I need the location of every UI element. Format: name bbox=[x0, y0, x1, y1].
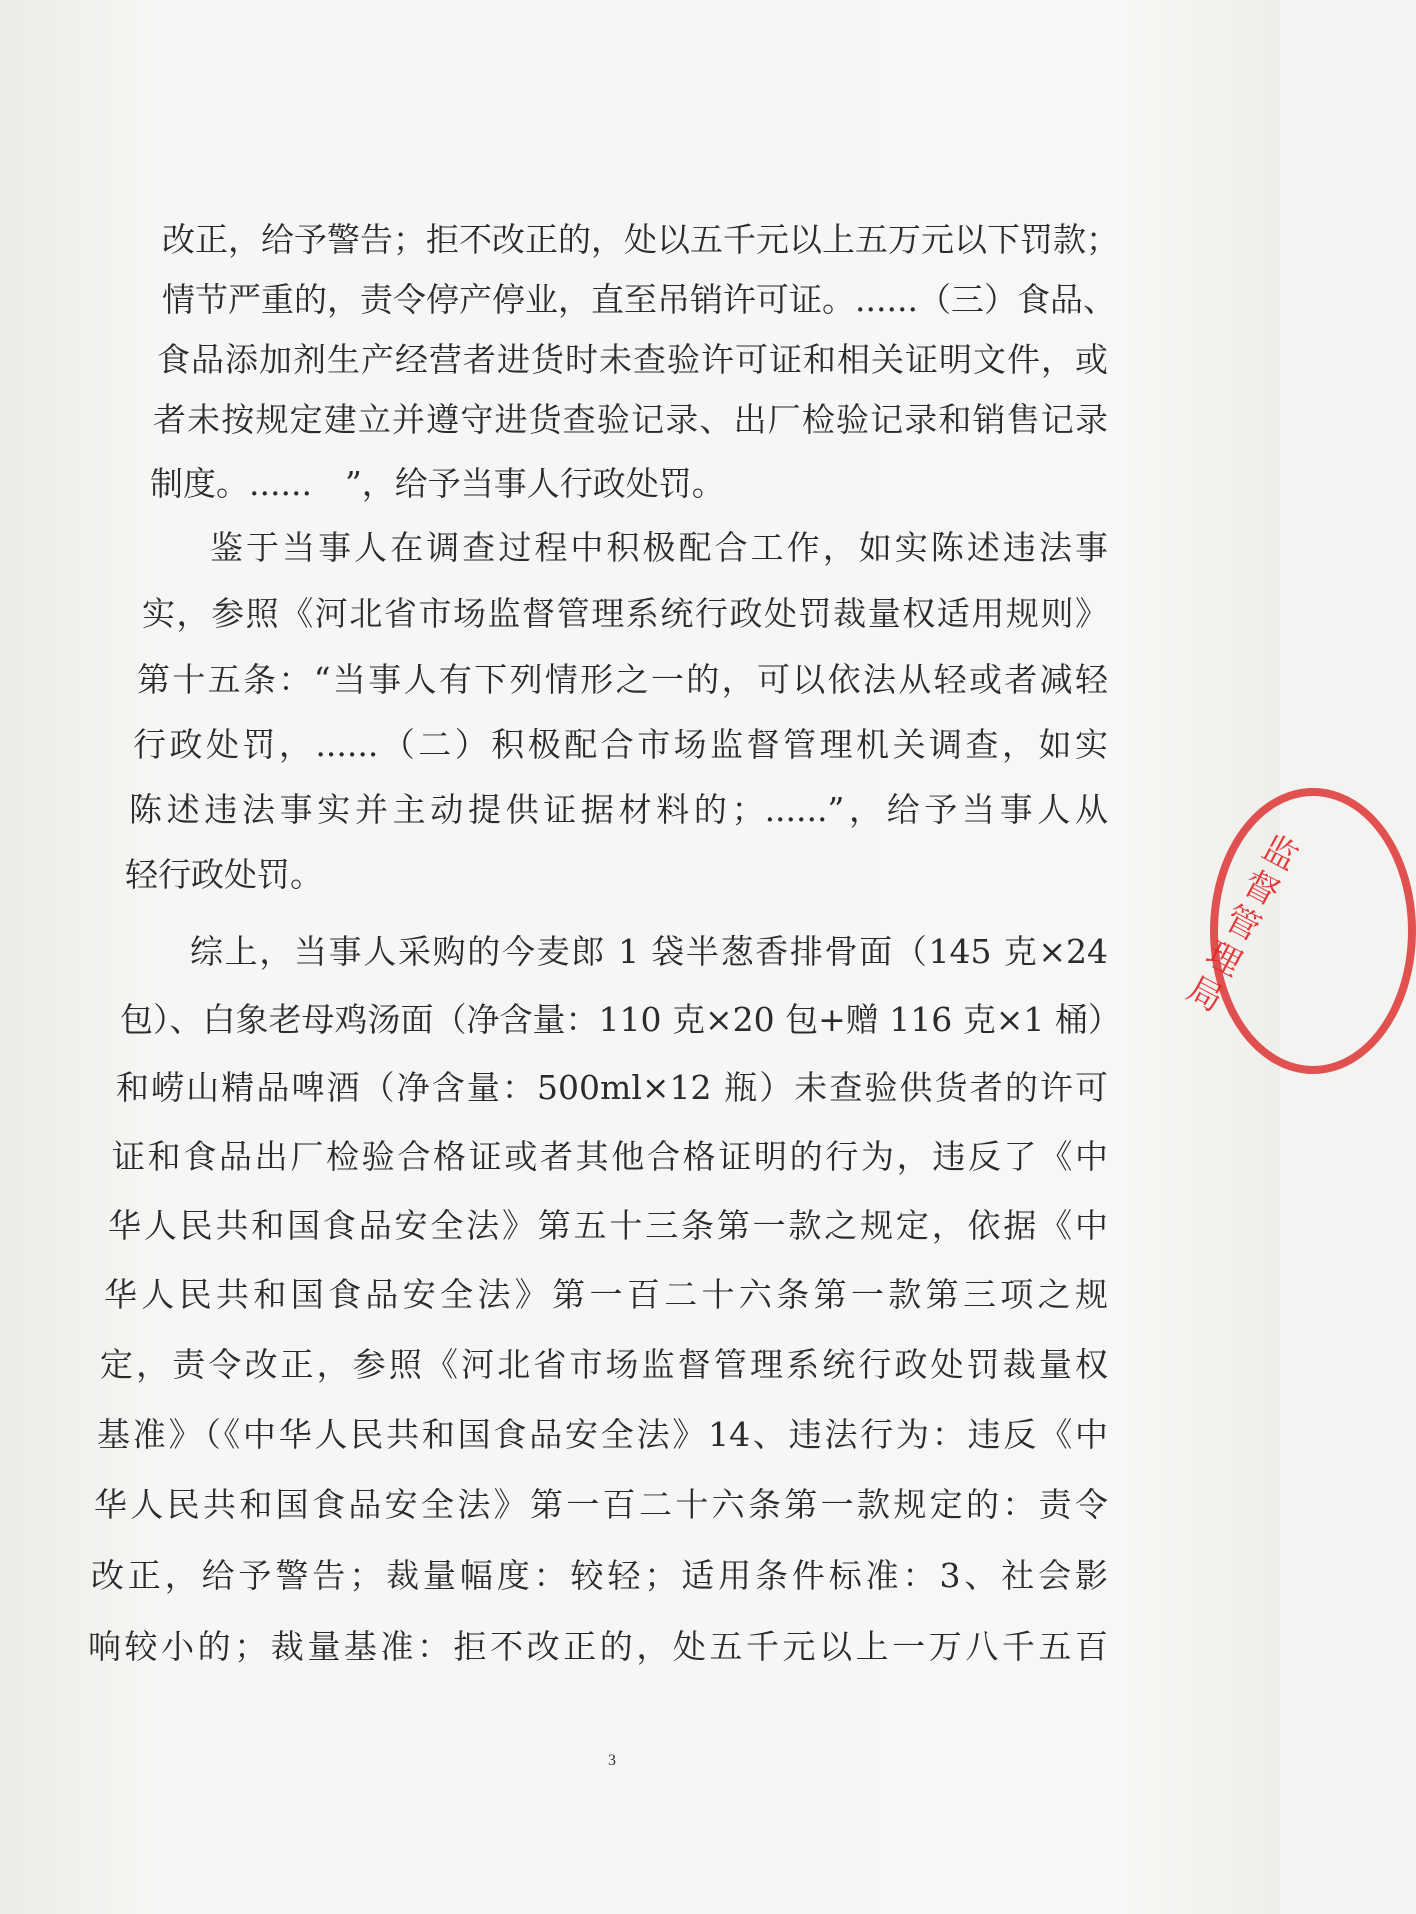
text-line: 第十五条：“当事人有下列情形之一的，可以依法从轻或者减轻 bbox=[137, 660, 1108, 699]
text-line: 定，责令改正，参照《河北省市场监督管理系统行政处罚裁量权 bbox=[100, 1345, 1108, 1384]
text-line: 华人民共和国食品安全法》第五十三条第一款之规定，依据《中 bbox=[108, 1206, 1108, 1245]
page-number: 3 bbox=[608, 1752, 616, 1769]
text-line: 包）、白象老母鸡汤面（净含量：110 克×20 包+赠 116 克×1 桶） bbox=[120, 1000, 1121, 1039]
text-line: 华人民共和国食品安全法》第一百二十六条第一款规定的：责令 bbox=[94, 1485, 1108, 1524]
text-line: 基准》（《中华人民共和国食品安全法》14、违法行为：违反《中 bbox=[97, 1415, 1108, 1454]
text-line: 情节严重的，责令停产停业，直至吊销许可证。......（三）食品、 bbox=[162, 280, 1116, 319]
text-line: 华人民共和国食品安全法》第一百二十六条第一款第三项之规 bbox=[104, 1275, 1108, 1314]
text-line: 陈述违法事实并主动提供证据材料的；......”，给予当事人从 bbox=[129, 790, 1108, 829]
text-line: 行政处罚，......（二）积极配合市场监督管理机关调查，如实 bbox=[133, 725, 1108, 764]
text-line: 制度。...... ”，给予当事人行政处罚。 bbox=[150, 464, 725, 503]
text-line: 响较小的；裁量基准：拒不改正的，处五千元以上一万八千五百 bbox=[88, 1627, 1108, 1666]
seal-text: 监督管理局 bbox=[1180, 827, 1305, 1021]
text-line: 轻行政处罚。 bbox=[125, 855, 323, 894]
text-line: 实，参照《河北省市场监督管理系统行政处罚裁量权适用规则》 bbox=[142, 594, 1108, 633]
text-line: 食品添加剂生产经营者进货时未查验许可证和相关证明文件，或 bbox=[157, 340, 1108, 379]
paragraph-start-line: 综上，当事人采购的今麦郎 1 袋半葱香排骨面（145 克×24 bbox=[190, 932, 1108, 971]
text-line: 改正，给予警告；裁量幅度：较轻；适用条件标准：3、社会影 bbox=[91, 1556, 1108, 1595]
text-line: 改正，给予警告；拒不改正的，处以五千元以上五万元以下罚款； bbox=[162, 220, 1119, 259]
paragraph-start-line: 鉴于当事人在调查过程中积极配合工作，如实陈述违法事 bbox=[210, 528, 1108, 567]
text-line: 证和食品出厂检验合格证或者其他合格证明的行为，违反了《中 bbox=[112, 1137, 1108, 1176]
text-line: 者未按规定建立并遵守进货查验记录、出厂检验记录和销售记录 bbox=[153, 400, 1108, 439]
text-line: 和崂山精品啤酒（净含量：500ml×12 瓶）未查验供货者的许可 bbox=[116, 1068, 1108, 1107]
